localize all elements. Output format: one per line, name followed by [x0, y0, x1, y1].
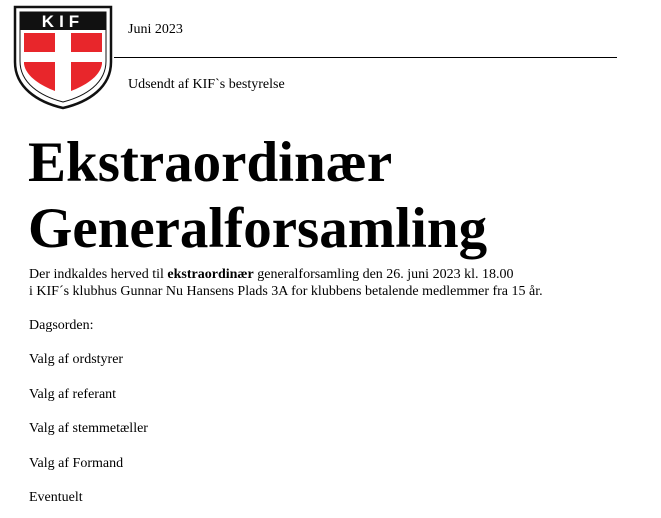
- header-divider: [114, 57, 617, 58]
- title-line-1: Ekstraordinær: [28, 131, 393, 194]
- invitation-text-before: Der indkaldes herved til: [29, 267, 168, 282]
- sender-line: Udsendt af KIF`s bestyrelse: [128, 77, 285, 92]
- agenda-heading: Dagsorden:: [29, 318, 94, 333]
- title-line-2: Generalforsamling: [28, 197, 488, 260]
- invitation-text-after: generalforsamling den 26. juni 2023 kl. 18.00: [253, 267, 514, 282]
- agenda-item: Eventuelt: [29, 490, 83, 505]
- logo-text: KIF: [41, 12, 85, 31]
- agenda-item: Valg af referant: [29, 387, 117, 402]
- agenda-item: Valg af ordstyrer: [29, 352, 124, 367]
- agenda-item: Valg af Formand: [29, 456, 124, 471]
- issue-date: Juni 2023: [128, 22, 183, 37]
- logo-red-quarter-top-right: [71, 33, 102, 52]
- invitation-line-2: i KIF´s klubhus Gunnar Nu Hansens Plads 3A for klubbens betalende medlemmer fra 15 år.: [29, 284, 543, 299]
- document-title: [28, 130, 487, 262]
- invitation-emphasis: ekstraordinær: [167, 267, 254, 282]
- club-logo: [12, 4, 114, 110]
- agenda-item: Valg af stemmetæller: [29, 421, 148, 436]
- logo-red-quarter-top-left: [24, 33, 55, 52]
- invitation-line-1: [29, 266, 543, 283]
- invitation-paragraph: [29, 266, 543, 300]
